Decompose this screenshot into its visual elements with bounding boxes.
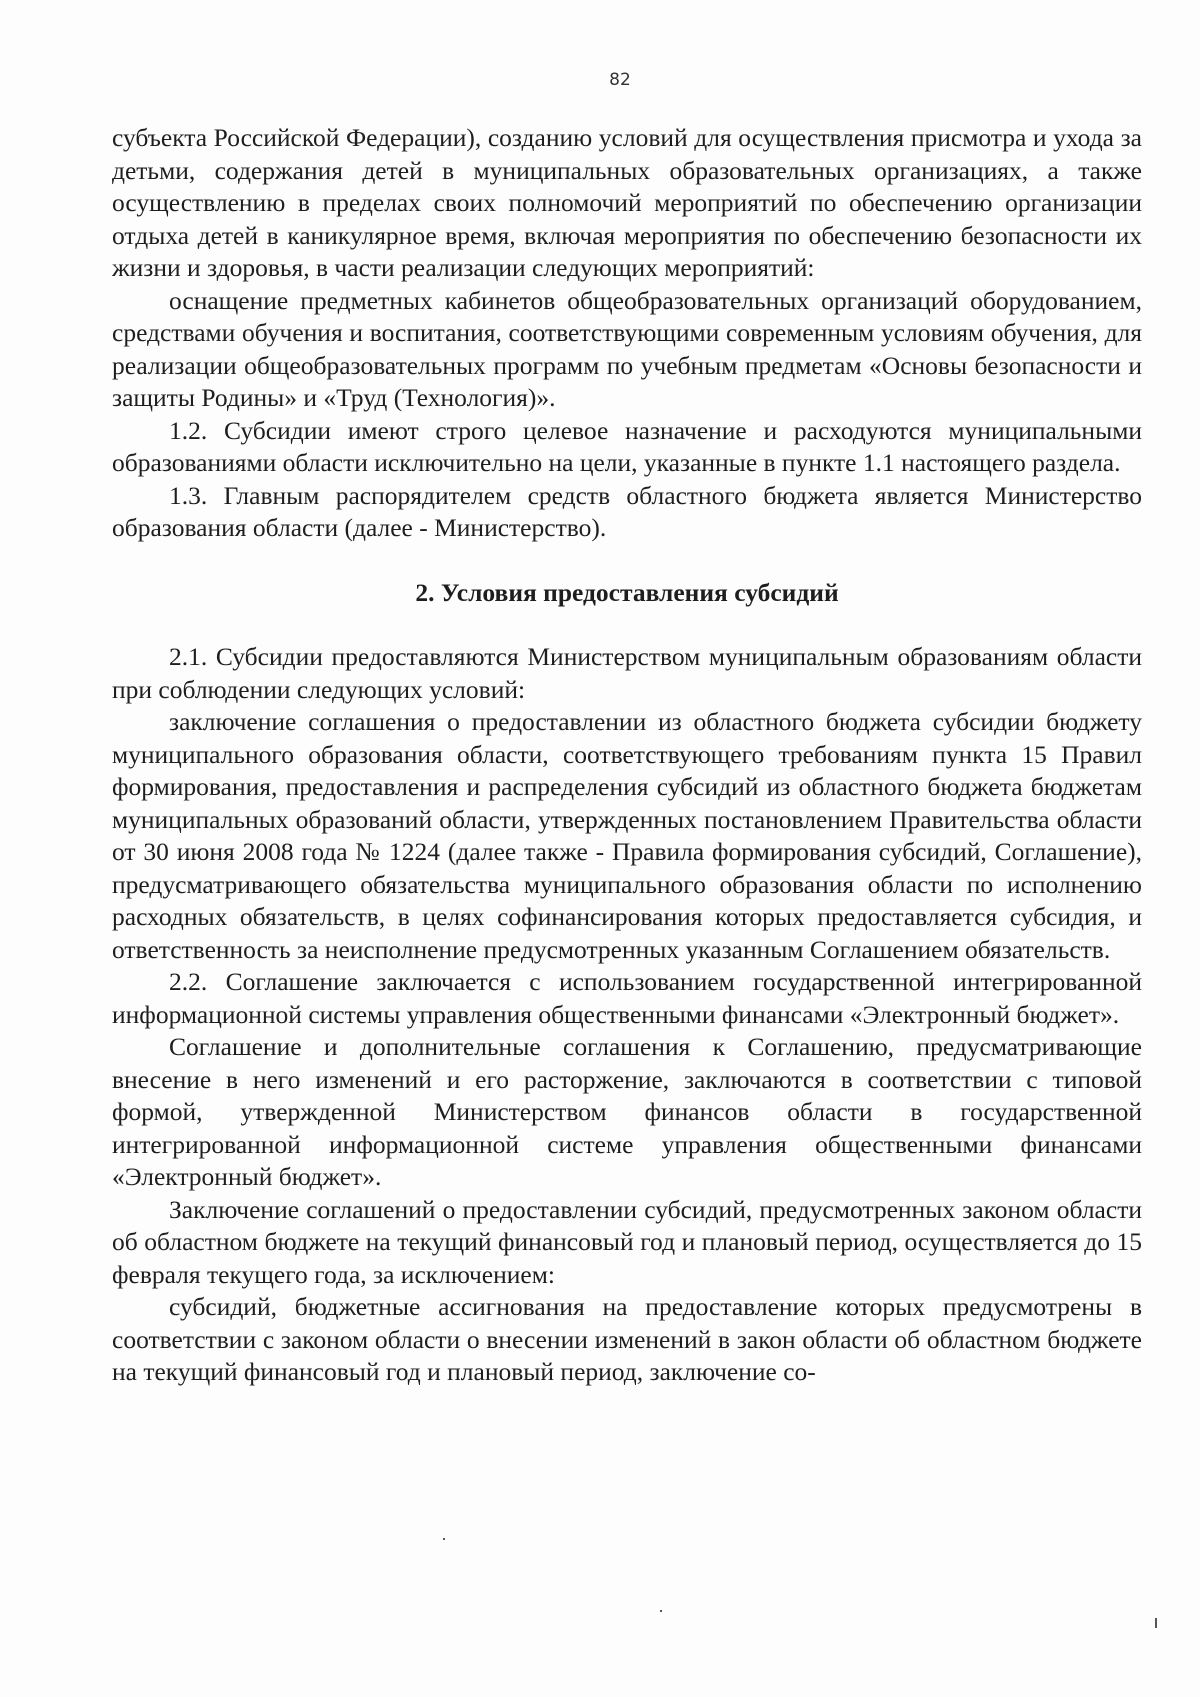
scan-speck [660, 1610, 662, 1612]
paragraph: 1.3. Главным распорядителем средств областного бюджета является Министерство образования области (далее - Министерство). [112, 480, 1142, 542]
paragraph: 2.1. Субсидии предоставляются Министерством муниципальным образованиям области при соблюдении следующих условий: [112, 642, 1142, 704]
section-heading: 2. Условия предоставления субсидий [415, 577, 839, 607]
paragraph: заключение соглашения о предоставлении из областного бюджета субсидии бюджету муниципального образования области, соответствующего требованиям пункта 15 Правил формирования, предоставления и распределения субсидий из областного бюджета бюджетам муниципальных образований области, утвержденных постановлением Правительства области от 30 июня 2008 года № 1224 (далее также - Правила формирования субсидий, Соглашение), предусматривающего обязательства муниципального образования области по исполнению расходных обязательств, в целях софинансирования которых предоставляется субсидия, и ответственность за неисполнение предусмотренных указанным Соглашением обязательств. [112, 707, 1142, 964]
paragraph: оснащение предметных кабинетов общеобразовательных организаций оборудованием, средствами обучения и воспитания, соответствующими современным условиям обучения, для реализации общеобразовательных программ по учебным предметам «Основы безопасности и защиты Родины» и «Труд (Технология)». [112, 285, 1142, 412]
paragraph: Заключение соглашений о предоставлении субсидий, предусмотренных законом области об областном бюджете на текущий финансовый год и плановый период, осуществляется до 15 февраля текущего года, за исключением: [112, 1194, 1142, 1289]
paragraph: 1.2. Субсидии имеют строго целевое назначение и расходуются муниципальными образованиями области исключительно на цели, указанные в пункте 1.1 настоящего раздела. [112, 415, 1142, 477]
paragraphs-before-heading [112, 122, 1142, 545]
paragraph: 2.2. Соглашение заключается с использованием государственной интегрированной информационной системы управления общественными финансами «Электронный бюджет». [112, 967, 1142, 1029]
scan-speck [443, 1538, 445, 1540]
scan-speck [1155, 1618, 1157, 1628]
document-body [112, 122, 1142, 1389]
paragraphs-after-heading [112, 641, 1142, 1389]
page-number: 82 [609, 70, 631, 90]
paragraph: субсидий, бюджетные ассигнования на предоставление которых предусмотрены в соответствии с законом области о внесении изменений в закон области об областном бюджете на текущий финансовый год и плановый период, заключение со- [112, 1292, 1142, 1386]
paragraph: субъекта Российской Федерации), созданию условий для осуществления присмотра и ухода за детьми, содержания детей в муниципальных образовательных организациях, а также осуществлению в пределах своих полномочий мероприятий по обеспечению организации отдыха детей в каникулярное время, включая мероприятия по обеспечению безопасности их жизни и здоровья, в части реализации следующих мероприятий: [112, 123, 1142, 282]
paragraph: Соглашение и дополнительные соглашения к Соглашению, предусматривающие внесение в него изменений и его расторжение, заключаются в соответствии с типовой формой, утвержденной Министерством финансов области в государственной интегрированной информационной системе управления общественными финансами «Электронный бюджет». [112, 1032, 1142, 1191]
